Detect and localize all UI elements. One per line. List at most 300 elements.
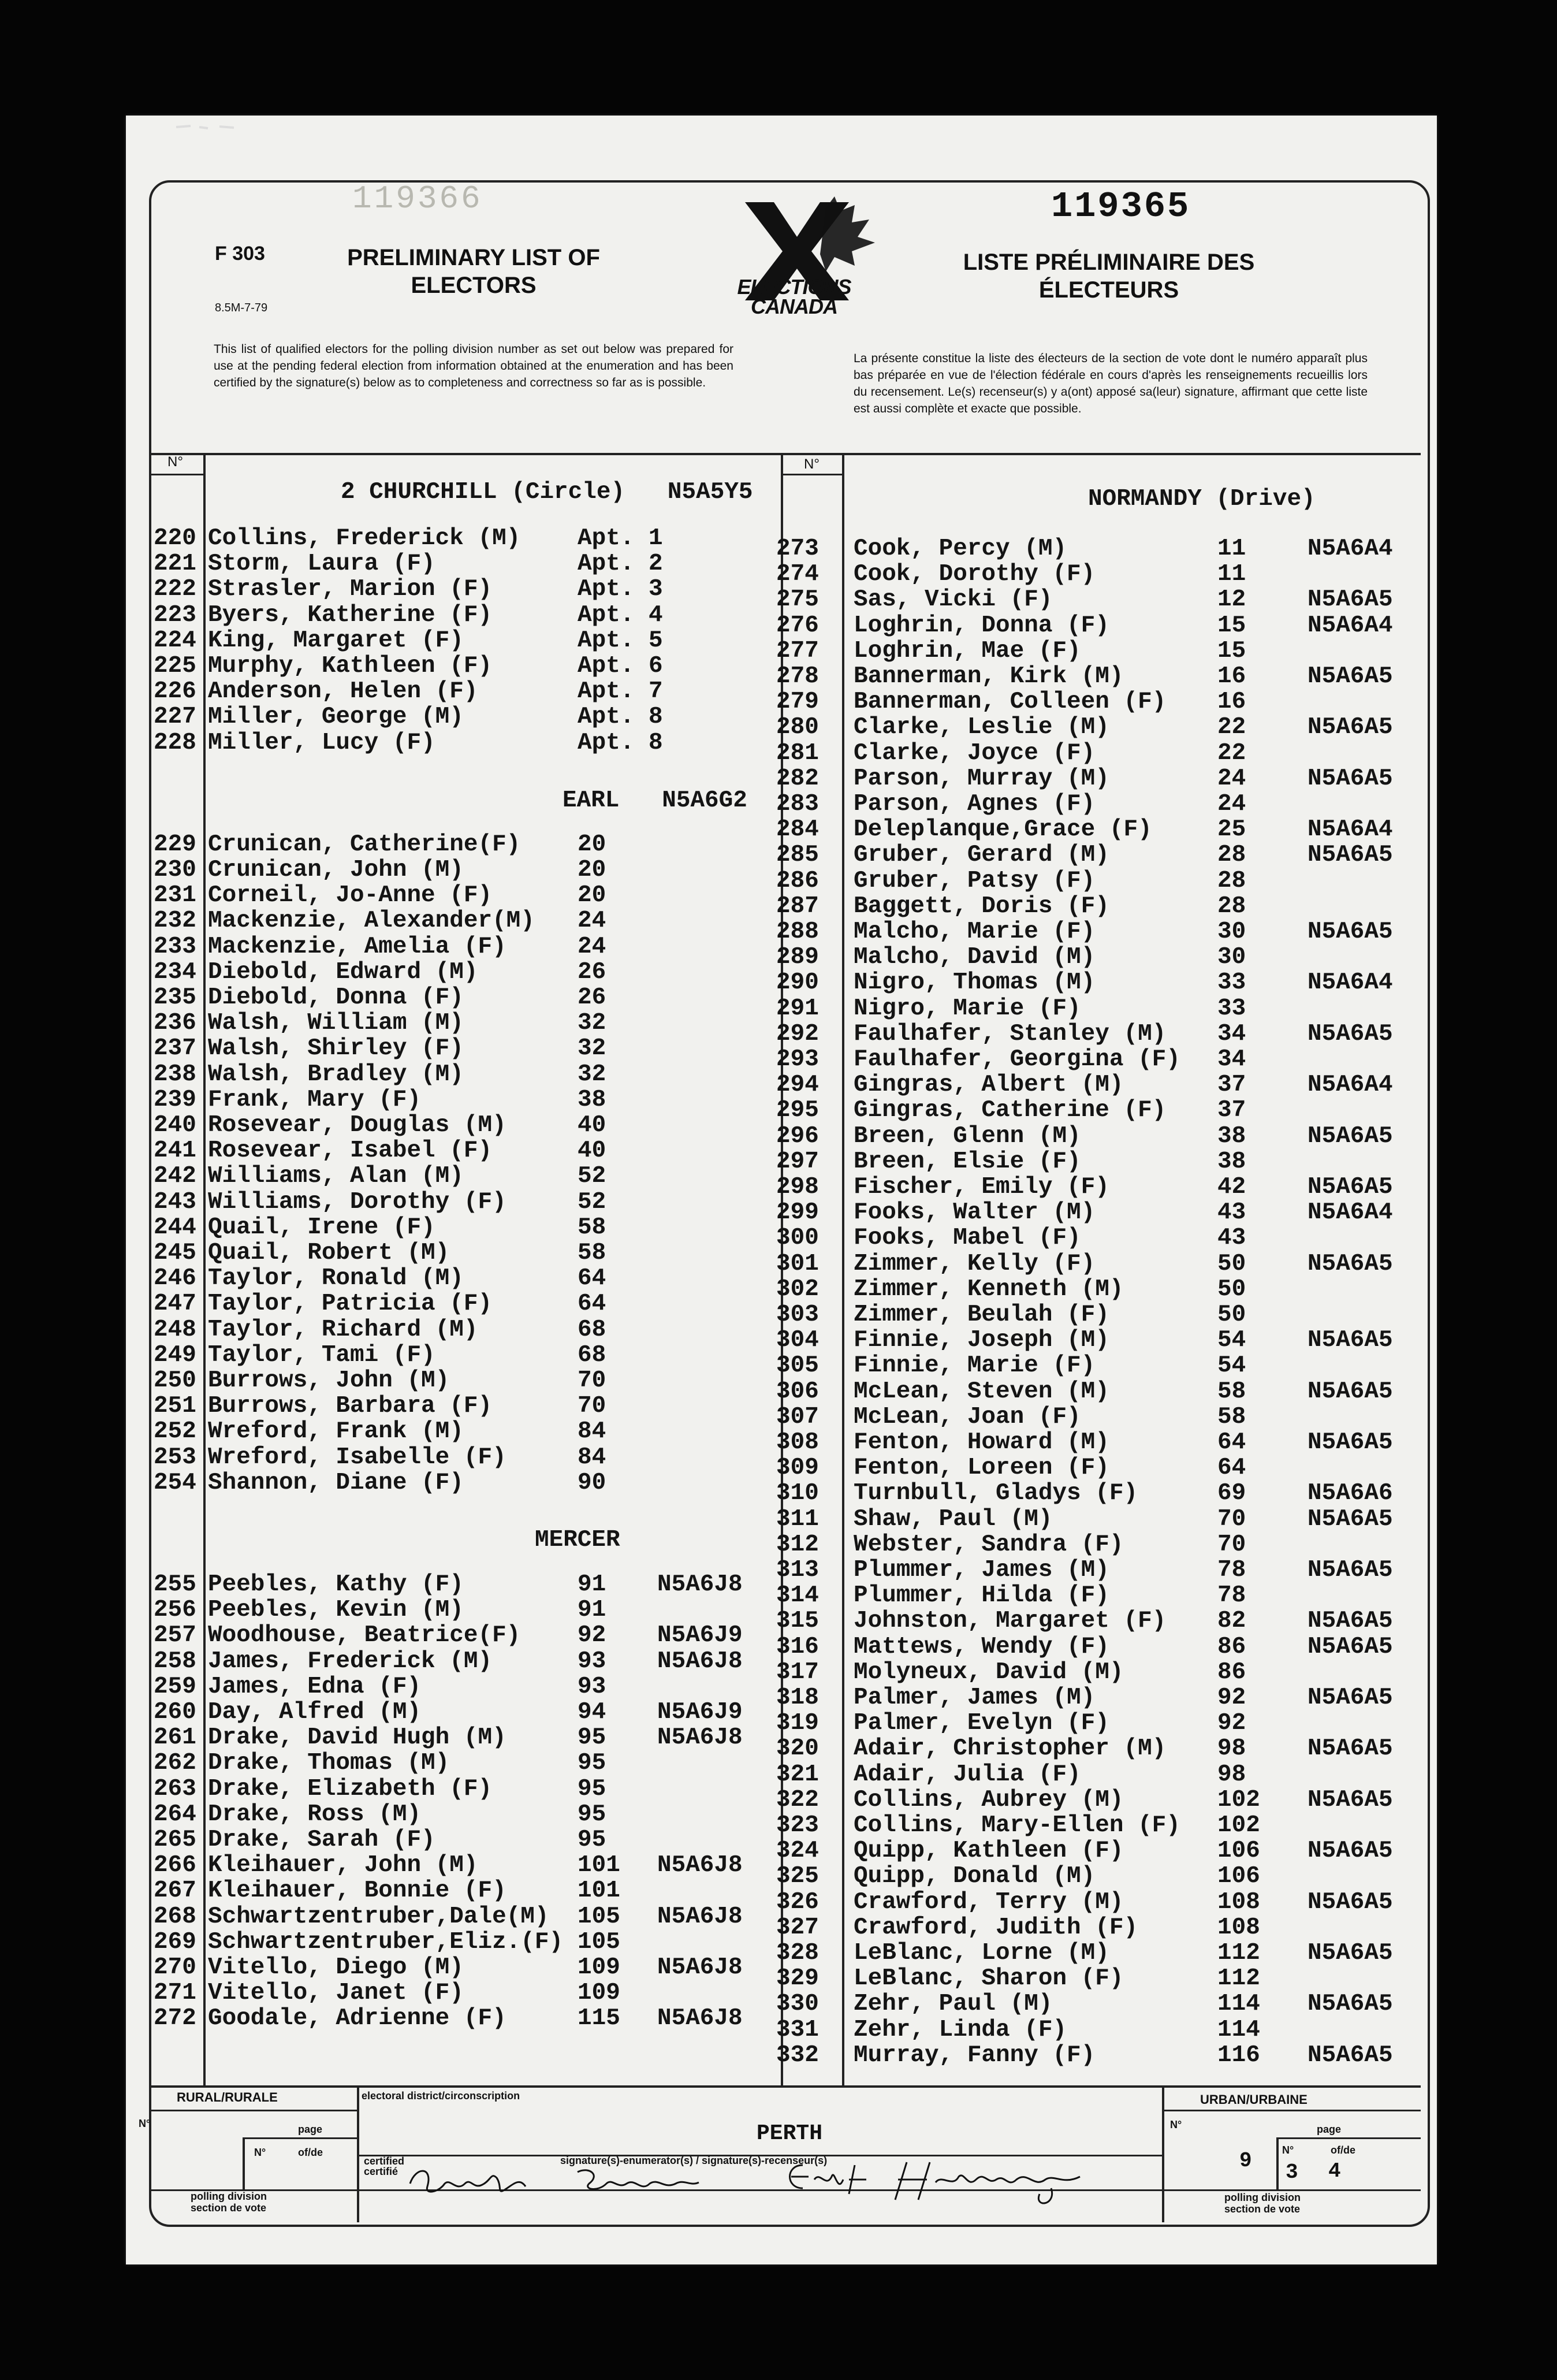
elector-address: 95 bbox=[578, 1775, 606, 1802]
elector-name: Walsh, Shirley (F) bbox=[208, 1035, 464, 1062]
elector-name: Mackenzie, Alexander(M) bbox=[208, 908, 535, 935]
elector-number: 331 bbox=[776, 2016, 819, 2043]
elector-name: Johnston, Margaret (F) bbox=[854, 1608, 1167, 1635]
elector-number: 328 bbox=[776, 1940, 819, 1966]
elector-address: 26 bbox=[578, 958, 606, 986]
elector-address: 102 bbox=[1217, 1812, 1260, 1839]
elector-address: 109 bbox=[578, 1980, 620, 2007]
elector-name: Storm, Laura (F) bbox=[208, 551, 435, 578]
elector-address: 109 bbox=[578, 1954, 620, 1981]
elector-name: Miller, Lucy (F) bbox=[208, 729, 435, 756]
elector-address: 105 bbox=[578, 1928, 620, 1955]
form-sub-code: 8.5M-7-79 bbox=[215, 302, 268, 314]
elector-name: Drake, Thomas (M) bbox=[208, 1750, 450, 1777]
elector-name: Crunican, John (M) bbox=[208, 857, 464, 883]
elector-name: Rosevear, Isabel (F) bbox=[208, 1137, 493, 1165]
elector-number: 305 bbox=[776, 1352, 819, 1379]
elector-name: Murray, Fanny (F) bbox=[854, 2041, 1096, 2069]
elector-address: 33 bbox=[1217, 969, 1246, 996]
elector-postal-code: N5A6A5 bbox=[1308, 765, 1393, 792]
right-number-divider bbox=[842, 453, 844, 2085]
page-total: 4 bbox=[1328, 2159, 1341, 2183]
elector-name: LeBlanc, Lorne (M) bbox=[854, 1940, 1109, 1966]
elector-name: Plummer, Hilda (F) bbox=[854, 1582, 1109, 1609]
elector-address: 54 bbox=[1217, 1327, 1246, 1354]
elector-postal-code: N5A6A5 bbox=[1308, 1633, 1393, 1660]
elector-number: 321 bbox=[776, 1761, 819, 1788]
logo-text bbox=[710, 277, 878, 317]
elector-name: Turnbull, Gladys (F) bbox=[854, 1480, 1138, 1507]
elector-address: 26 bbox=[578, 984, 606, 1011]
elector-address: 78 bbox=[1217, 1557, 1246, 1583]
elector-name: Breen, Glenn (M) bbox=[854, 1122, 1081, 1150]
elector-number: 220 bbox=[154, 525, 196, 552]
elector-number: 272 bbox=[154, 2005, 196, 2032]
elector-name: Clarke, Joyce (F) bbox=[854, 739, 1096, 767]
elector-number: 290 bbox=[776, 969, 819, 996]
film-edge-mark bbox=[173, 121, 237, 133]
elector-number: 250 bbox=[154, 1367, 196, 1394]
footer-urban-divider bbox=[1162, 2085, 1164, 2222]
elector-name: LeBlanc, Sharon (F) bbox=[854, 1965, 1124, 1992]
elector-name: Fooks, Walter (M) bbox=[854, 1199, 1096, 1226]
urban-of-label: of/de bbox=[1331, 2144, 1355, 2156]
elector-address: 50 bbox=[1217, 1275, 1246, 1303]
elector-name: Peebles, Kathy (F) bbox=[208, 1571, 464, 1598]
elector-address: 11 bbox=[1217, 561, 1246, 588]
elector-number: 237 bbox=[154, 1035, 196, 1062]
elector-postal-code: N5A6J8 bbox=[657, 1571, 743, 1598]
elector-name: Schwartzentruber,Eliz.(F) bbox=[208, 1928, 564, 1955]
elector-number: 236 bbox=[154, 1010, 196, 1037]
elector-number: 300 bbox=[776, 1225, 819, 1252]
elector-address: 114 bbox=[1217, 1991, 1260, 2018]
no-header-rule-left bbox=[149, 474, 203, 475]
elector-address: 90 bbox=[578, 1469, 606, 1496]
elector-number: 314 bbox=[776, 1582, 819, 1609]
elector-name: Palmer, Evelyn (F) bbox=[854, 1710, 1109, 1737]
elector-name: Molyneux, David (M) bbox=[854, 1658, 1124, 1686]
elector-number: 246 bbox=[154, 1265, 196, 1292]
footer-rural-rule bbox=[149, 2110, 357, 2111]
elector-number: 323 bbox=[776, 1812, 819, 1839]
elector-address: 52 bbox=[578, 1163, 606, 1190]
elector-name: Taylor, Richard (M) bbox=[208, 1316, 478, 1343]
elector-name: Collins, Aubrey (M) bbox=[854, 1786, 1124, 1813]
elector-name: Schwartzentruber,Dale(M) bbox=[208, 1903, 549, 1930]
elector-number: 282 bbox=[776, 765, 819, 792]
elector-postal-code: N5A6J8 bbox=[657, 2005, 743, 2032]
elector-address: 54 bbox=[1217, 1352, 1246, 1379]
elector-name: McLean, Steven (M) bbox=[854, 1378, 1109, 1405]
elector-number: 257 bbox=[154, 1622, 196, 1649]
elector-number: 221 bbox=[154, 551, 196, 578]
elector-postal-code: N5A6A5 bbox=[1308, 1250, 1393, 1277]
elector-name: Fenton, Loreen (F) bbox=[854, 1455, 1109, 1482]
elector-number: 240 bbox=[154, 1112, 196, 1139]
elector-postal-code: N5A6J8 bbox=[657, 1852, 743, 1879]
elector-name: Vitello, Janet (F) bbox=[208, 1980, 464, 2007]
elector-name: Webster, Sandra (F) bbox=[854, 1531, 1124, 1558]
urban-page-label: page bbox=[1317, 2124, 1342, 2135]
elector-name: Fooks, Mabel (F) bbox=[854, 1225, 1081, 1252]
elector-number: 229 bbox=[154, 831, 196, 858]
elector-address: 64 bbox=[578, 1291, 606, 1318]
elector-postal-code: N5A6J9 bbox=[657, 1699, 743, 1726]
elector-name: Shannon, Diane (F) bbox=[208, 1469, 464, 1496]
street-heading-mercer: MERCER bbox=[535, 1527, 620, 1553]
elector-number: 287 bbox=[776, 892, 819, 920]
elector-number: 304 bbox=[776, 1327, 819, 1354]
elector-number: 228 bbox=[154, 729, 196, 756]
elector-name: Williams, Dorothy (F) bbox=[208, 1188, 506, 1215]
elector-address: 95 bbox=[578, 1724, 606, 1751]
elector-name: Strasler, Marion (F) bbox=[208, 576, 493, 603]
elector-name: Peebles, Kevin (M) bbox=[208, 1597, 464, 1624]
elector-address: 20 bbox=[578, 857, 606, 883]
intro-french: La présente constitue la liste des électeurs de la section de vote dont le numéro apparaît plus bas préparée en vue de l'élection fédérale en cours d'après les renseignements recueillis lors du recensement. Le(s) recenseur(s) y a(ont) apposé sa(leur) signature, affirmant que cette liste est aussi complète et exacte que possible. bbox=[854, 352, 1368, 415]
elector-name: Finnie, Joseph (M) bbox=[854, 1327, 1109, 1354]
elector-number: 308 bbox=[776, 1429, 819, 1456]
elector-name: Cook, Percy (M) bbox=[854, 536, 1067, 562]
elector-number: 274 bbox=[776, 561, 819, 588]
elector-number: 230 bbox=[154, 857, 196, 883]
elector-address: 28 bbox=[1217, 842, 1246, 869]
elector-number: 268 bbox=[154, 1903, 196, 1930]
elector-address: 86 bbox=[1217, 1633, 1246, 1660]
elector-number: 259 bbox=[154, 1673, 196, 1700]
elector-number: 318 bbox=[776, 1684, 819, 1711]
elector-name: Bannerman, Colleen (F) bbox=[854, 689, 1167, 716]
elector-address: 43 bbox=[1217, 1225, 1246, 1252]
elector-address: 70 bbox=[1217, 1505, 1246, 1533]
elector-address: 101 bbox=[578, 1852, 620, 1879]
elector-name: Gruber, Patsy (F) bbox=[854, 867, 1096, 894]
elector-name: Nigro, Thomas (M) bbox=[854, 969, 1096, 996]
elector-number: 231 bbox=[154, 882, 196, 909]
elector-address: Apt. 4 bbox=[578, 601, 663, 629]
elector-number: 297 bbox=[776, 1148, 819, 1175]
elector-number: 277 bbox=[776, 637, 819, 664]
elector-number: 291 bbox=[776, 995, 819, 1022]
elector-address: 95 bbox=[578, 1750, 606, 1777]
elector-address: 40 bbox=[578, 1137, 606, 1165]
elector-number: 235 bbox=[154, 984, 196, 1011]
elector-number: 260 bbox=[154, 1699, 196, 1726]
elector-address: 58 bbox=[578, 1240, 606, 1266]
page-number: 3 bbox=[1286, 2160, 1298, 2184]
elector-number: 292 bbox=[776, 1020, 819, 1047]
elector-name: Malcho, David (M) bbox=[854, 944, 1096, 971]
elector-address: 37 bbox=[1217, 1072, 1246, 1099]
elector-address: 70 bbox=[578, 1367, 606, 1394]
elector-number: 245 bbox=[154, 1240, 196, 1266]
elector-address: 70 bbox=[1217, 1531, 1246, 1558]
elector-number: 269 bbox=[154, 1928, 196, 1955]
elector-number: 313 bbox=[776, 1557, 819, 1583]
elector-address: 92 bbox=[1217, 1710, 1246, 1737]
elector-address: 112 bbox=[1217, 1965, 1260, 1992]
no-header-rule-right bbox=[781, 474, 842, 475]
elector-name: Collins, Frederick (M) bbox=[208, 525, 521, 552]
district-label: electoral district/circonscription bbox=[362, 2090, 520, 2102]
elector-number: 283 bbox=[776, 791, 819, 817]
elector-address: 24 bbox=[578, 908, 606, 935]
elector-name: Cook, Dorothy (F) bbox=[854, 561, 1096, 588]
elector-name: Baggett, Doris (F) bbox=[854, 892, 1109, 920]
elector-name: Drake, Sarah (F) bbox=[208, 1827, 435, 1853]
elector-address: 58 bbox=[578, 1214, 606, 1241]
elector-number: 326 bbox=[776, 1888, 819, 1916]
elector-address: 37 bbox=[1217, 1097, 1246, 1124]
elector-address: 24 bbox=[578, 933, 606, 960]
street-heading-churchill: 2 CHURCHILL (Circle) N5A5Y5 bbox=[341, 479, 753, 505]
elector-name: Fenton, Howard (M) bbox=[854, 1429, 1109, 1456]
elector-address: Apt. 8 bbox=[578, 729, 663, 756]
elector-name: Zimmer, Kelly (F) bbox=[854, 1250, 1096, 1277]
elector-name: Malcho, Marie (F) bbox=[854, 918, 1096, 945]
elector-address: 12 bbox=[1217, 586, 1246, 613]
elector-name: Frank, Mary (F) bbox=[208, 1086, 422, 1113]
left-number-divider bbox=[203, 453, 206, 2085]
elector-postal-code: N5A6A5 bbox=[1308, 1735, 1393, 1762]
elector-address: 64 bbox=[1217, 1429, 1246, 1456]
elector-name: Burrows, John (M) bbox=[208, 1367, 450, 1394]
elector-postal-code: N5A6A4 bbox=[1308, 1072, 1393, 1099]
elector-number: 226 bbox=[154, 678, 196, 705]
elector-address: 38 bbox=[578, 1086, 606, 1113]
elector-address: 91 bbox=[578, 1597, 606, 1624]
elector-name: McLean, Joan (F) bbox=[854, 1403, 1081, 1430]
elector-address: 58 bbox=[1217, 1378, 1246, 1405]
elector-postal-code: N5A6A5 bbox=[1308, 842, 1393, 869]
elector-number: 248 bbox=[154, 1316, 196, 1343]
elector-number: 324 bbox=[776, 1838, 819, 1865]
elector-number: 298 bbox=[776, 1174, 819, 1200]
elector-address: 32 bbox=[578, 1035, 606, 1062]
elector-number: 263 bbox=[154, 1775, 196, 1802]
elector-address: 34 bbox=[1217, 1046, 1246, 1073]
elector-name: Walsh, William (M) bbox=[208, 1010, 464, 1037]
elector-address: 50 bbox=[1217, 1250, 1246, 1277]
elector-address: Apt. 1 bbox=[578, 525, 663, 552]
elector-name: Gingras, Catherine (F) bbox=[854, 1097, 1167, 1124]
elector-postal-code: N5A6A5 bbox=[1308, 1888, 1393, 1916]
elector-address: 42 bbox=[1217, 1174, 1246, 1200]
elector-postal-code: N5A6A5 bbox=[1308, 1020, 1393, 1047]
elector-postal-code: N5A6A5 bbox=[1308, 1838, 1393, 1865]
elector-postal-code: N5A6A5 bbox=[1308, 714, 1393, 741]
elector-number: 253 bbox=[154, 1444, 196, 1471]
elector-address: 86 bbox=[1217, 1658, 1246, 1686]
elector-number: 222 bbox=[154, 576, 196, 603]
elector-name: Miller, George (M) bbox=[208, 704, 464, 731]
elector-name: Day, Alfred (M) bbox=[208, 1699, 422, 1726]
elector-name: Zimmer, Kenneth (M) bbox=[854, 1275, 1124, 1303]
elector-name: Burrows, Barbara (F) bbox=[208, 1393, 493, 1420]
elector-number: 275 bbox=[776, 586, 819, 613]
elector-address: 15 bbox=[1217, 637, 1246, 664]
elector-name: Taylor, Tami (F) bbox=[208, 1341, 435, 1368]
elector-name: Shaw, Paul (M) bbox=[854, 1505, 1053, 1533]
elector-address: 84 bbox=[578, 1444, 606, 1471]
elector-name: Deleplanque,Grace (F) bbox=[854, 816, 1152, 843]
elector-name: Palmer, James (M) bbox=[854, 1684, 1096, 1711]
urban-page-no-label: N° bbox=[1282, 2144, 1294, 2156]
elector-number: 329 bbox=[776, 1965, 819, 1992]
elector-number: 327 bbox=[776, 1914, 819, 1941]
elector-number: 238 bbox=[154, 1061, 196, 1088]
elector-address: Apt. 5 bbox=[578, 627, 663, 654]
elector-address: 25 bbox=[1217, 816, 1246, 843]
elector-address: 24 bbox=[1217, 791, 1246, 817]
elector-address: 64 bbox=[578, 1265, 606, 1292]
elector-number: 264 bbox=[154, 1801, 196, 1828]
elector-address: 84 bbox=[578, 1418, 606, 1445]
enumerator-signature-1 bbox=[404, 2160, 705, 2207]
elector-number: 284 bbox=[776, 816, 819, 843]
elector-postal-code: N5A6A5 bbox=[1308, 1940, 1393, 1966]
rural-label: RURAL/RURALE bbox=[177, 2090, 278, 2104]
elector-postal-code: N5A6A5 bbox=[1308, 2041, 1393, 2069]
elector-address: 105 bbox=[578, 1903, 620, 1930]
elector-postal-code: N5A6A5 bbox=[1308, 1786, 1393, 1813]
elector-number: 322 bbox=[776, 1786, 819, 1813]
elector-address: 102 bbox=[1217, 1786, 1260, 1813]
elector-number: 278 bbox=[776, 663, 819, 690]
elector-name: Loghrin, Mae (F) bbox=[854, 637, 1081, 664]
urban-label: URBAN/URBAINE bbox=[1200, 2092, 1308, 2107]
elector-postal-code: N5A6A5 bbox=[1308, 1174, 1393, 1200]
elector-name: Quipp, Kathleen (F) bbox=[854, 1838, 1124, 1865]
elector-name: Collins, Mary-Ellen (F) bbox=[854, 1812, 1180, 1839]
elector-number: 234 bbox=[154, 958, 196, 986]
elector-address: 38 bbox=[1217, 1148, 1246, 1175]
elector-name: Loghrin, Donna (F) bbox=[854, 612, 1109, 639]
elector-address: 20 bbox=[578, 831, 606, 858]
rural-of-label: of/de bbox=[298, 2147, 323, 2158]
elector-address: 92 bbox=[1217, 1684, 1246, 1711]
elector-number: 296 bbox=[776, 1122, 819, 1150]
elector-name: Quail, Robert (M) bbox=[208, 1240, 450, 1266]
elector-postal-code: N5A6J8 bbox=[657, 1724, 743, 1751]
urban-no-label: N° bbox=[1170, 2119, 1182, 2130]
elector-address: 22 bbox=[1217, 739, 1246, 767]
elector-address: 22 bbox=[1217, 714, 1246, 741]
form-code: F 303 bbox=[215, 243, 265, 265]
elector-number: 303 bbox=[776, 1301, 819, 1328]
elector-number: 309 bbox=[776, 1455, 819, 1482]
elector-name: Quipp, Donald (M) bbox=[854, 1863, 1096, 1890]
elector-address: 95 bbox=[578, 1827, 606, 1853]
elector-name: Faulhafer, Stanley (M) bbox=[854, 1020, 1167, 1047]
elector-number: 312 bbox=[776, 1531, 819, 1558]
serial-number: 119365 bbox=[1051, 186, 1191, 227]
elector-name: Goodale, Adrienne (F) bbox=[208, 2005, 506, 2032]
elector-name: Woodhouse, Beatrice(F) bbox=[208, 1622, 521, 1649]
elector-postal-code: N5A6A5 bbox=[1308, 1684, 1393, 1711]
elector-name: Rosevear, Douglas (M) bbox=[208, 1112, 506, 1139]
elector-number: 280 bbox=[776, 714, 819, 741]
elector-address: Apt. 6 bbox=[578, 653, 663, 679]
no-header-right: N° bbox=[804, 456, 820, 472]
polling-division-label-rural: polling division bbox=[191, 2191, 267, 2202]
elector-name: Gruber, Gerard (M) bbox=[854, 842, 1109, 869]
elector-number: 262 bbox=[154, 1750, 196, 1777]
elector-name: Plummer, James (M) bbox=[854, 1557, 1109, 1583]
elector-name: James, Frederick (M) bbox=[208, 1648, 493, 1675]
elector-address: 106 bbox=[1217, 1863, 1260, 1890]
elector-number: 256 bbox=[154, 1597, 196, 1624]
elector-address: 93 bbox=[578, 1673, 606, 1700]
elector-number: 325 bbox=[776, 1863, 819, 1890]
elector-name: Sas, Vicki (F) bbox=[854, 586, 1053, 613]
elector-address: 32 bbox=[578, 1061, 606, 1088]
street-heading-earl: EARL N5A6G2 bbox=[563, 787, 747, 814]
elector-address: 112 bbox=[1217, 1940, 1260, 1966]
elector-number: 319 bbox=[776, 1710, 819, 1737]
elector-postal-code: N5A6A5 bbox=[1308, 1557, 1393, 1583]
elector-name: Diebold, Donna (F) bbox=[208, 984, 464, 1011]
elector-name: Wreford, Frank (M) bbox=[208, 1418, 464, 1445]
elector-address: 64 bbox=[1217, 1455, 1246, 1482]
elector-address: 82 bbox=[1217, 1608, 1246, 1635]
elector-address: 116 bbox=[1217, 2041, 1260, 2069]
elector-number: 330 bbox=[776, 1991, 819, 2018]
rural-no-label: N° bbox=[139, 2118, 151, 2129]
elector-number: 320 bbox=[776, 1735, 819, 1762]
elector-name: Quail, Irene (F) bbox=[208, 1214, 435, 1241]
elector-name: Faulhafer, Georgina (F) bbox=[854, 1046, 1180, 1073]
elector-number: 310 bbox=[776, 1480, 819, 1507]
polling-division-number: 9 bbox=[1239, 2149, 1252, 2173]
elector-name: Williams, Alan (M) bbox=[208, 1163, 464, 1190]
elector-number: 288 bbox=[776, 918, 819, 945]
elector-number: 281 bbox=[776, 739, 819, 767]
footer-page-rule-right bbox=[1276, 2137, 1421, 2139]
elector-postal-code: N5A6A5 bbox=[1308, 663, 1393, 690]
elector-name: Diebold, Edward (M) bbox=[208, 958, 478, 986]
elector-number: 258 bbox=[154, 1648, 196, 1675]
elector-postal-code: N5A6A4 bbox=[1308, 536, 1393, 562]
elector-address: 33 bbox=[1217, 995, 1246, 1022]
elector-address: 114 bbox=[1217, 2016, 1260, 2043]
signature-label: signature(s)-enumerator(s) / signature(s)-recenseur(s) bbox=[560, 2155, 828, 2166]
elector-name: Taylor, Patricia (F) bbox=[208, 1291, 493, 1318]
no-header-left: N° bbox=[167, 454, 183, 470]
elector-name: Breen, Elsie (F) bbox=[854, 1148, 1081, 1175]
elector-address: 30 bbox=[1217, 918, 1246, 945]
elector-number: 224 bbox=[154, 627, 196, 654]
elector-number: 273 bbox=[776, 536, 819, 562]
elector-name: Drake, Elizabeth (F) bbox=[208, 1775, 493, 1802]
elector-number: 242 bbox=[154, 1163, 196, 1190]
elector-postal-code: N5A6A4 bbox=[1308, 816, 1393, 843]
elector-postal-code: N5A6A4 bbox=[1308, 612, 1393, 639]
logo-text-elections: ELECTIONS bbox=[737, 275, 851, 299]
elector-name: Finnie, Marie (F) bbox=[854, 1352, 1096, 1379]
elector-address: Apt. 3 bbox=[578, 576, 663, 603]
elector-address: 28 bbox=[1217, 892, 1246, 920]
elector-number: 243 bbox=[154, 1188, 196, 1215]
elector-number: 293 bbox=[776, 1046, 819, 1073]
elector-address: 30 bbox=[1217, 944, 1246, 971]
elector-name: Byers, Katherine (F) bbox=[208, 601, 493, 629]
elector-name: Drake, David Hugh (M) bbox=[208, 1724, 506, 1751]
elector-number: 271 bbox=[154, 1980, 196, 2007]
elector-address: 38 bbox=[1217, 1122, 1246, 1150]
elector-name: Gingras, Albert (M) bbox=[854, 1072, 1124, 1099]
